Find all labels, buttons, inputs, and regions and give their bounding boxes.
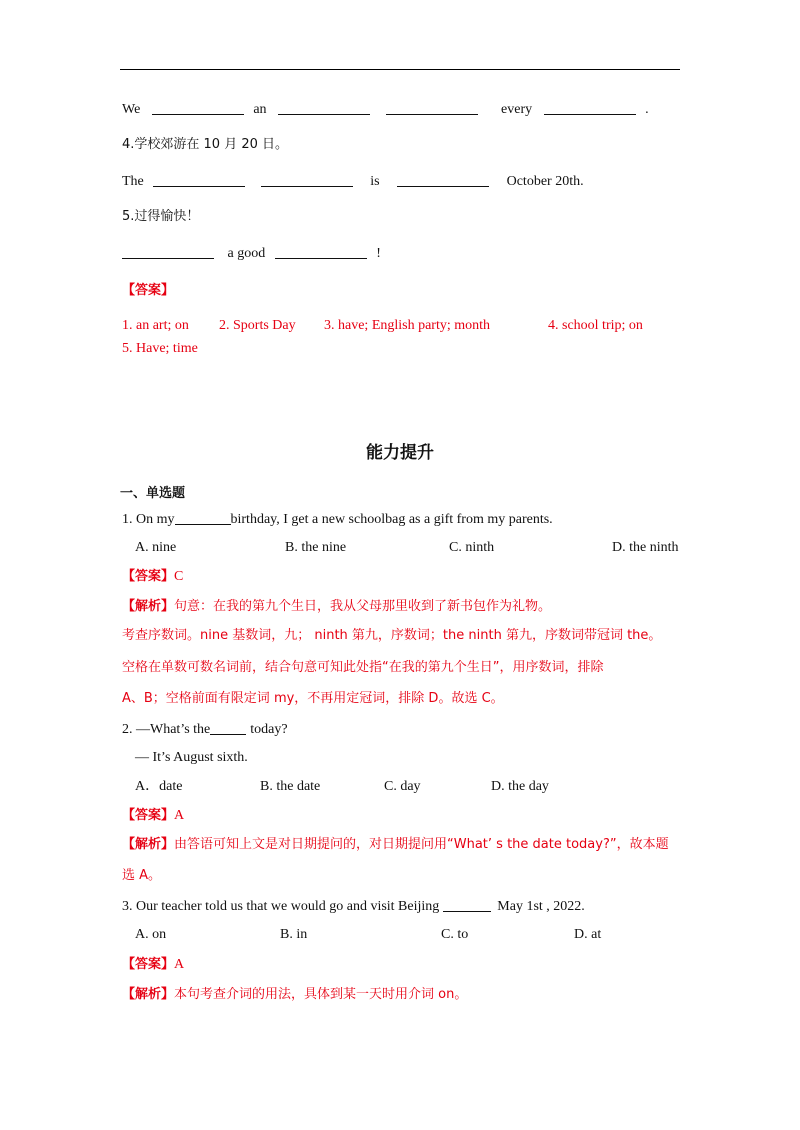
question-2-answer bbox=[122, 807, 184, 825]
word: is bbox=[370, 174, 380, 189]
top-rule bbox=[120, 69, 680, 70]
stem-text: 3. Our teacher told us that we would go and visit Beijing bbox=[122, 899, 440, 914]
word: every bbox=[501, 102, 533, 117]
answer-tag: 【答案】 bbox=[122, 569, 175, 584]
word: an bbox=[253, 102, 267, 117]
option-d: D. at bbox=[574, 927, 602, 942]
word: We bbox=[122, 102, 141, 117]
q5-prompt: 5.过得愉快！ bbox=[122, 209, 200, 224]
blank bbox=[544, 100, 636, 115]
stem-text: today? bbox=[250, 722, 288, 737]
answer-value: C bbox=[174, 569, 184, 584]
option-a: A．date bbox=[135, 779, 183, 794]
blank bbox=[152, 100, 244, 115]
subsection-title: 一、单选题 bbox=[120, 486, 186, 501]
blank bbox=[275, 244, 367, 259]
answer-value: A bbox=[174, 808, 185, 823]
word: . bbox=[645, 102, 649, 117]
option-d: D. the ninth bbox=[612, 540, 679, 555]
stem-text: 2. —What’s the bbox=[122, 722, 211, 737]
analysis-text: 由答语可知上文是对日期提问的，对日期提问用“What’ s the date today?”，故本题 bbox=[174, 837, 669, 852]
question-3-analysis-1 bbox=[122, 986, 467, 1004]
option-c: C. to bbox=[441, 927, 469, 942]
question-1-analysis-1 bbox=[122, 598, 551, 616]
question-3-stem bbox=[122, 897, 585, 916]
analysis-text: 本句考查介词的用法，具体到某一天时用介词 on。 bbox=[174, 987, 468, 1002]
answer-label: 【答案】 bbox=[122, 283, 175, 298]
analysis-text: 句意：在我的第九个生日，我从父母那里收到了新书包作为礼物。 bbox=[174, 599, 552, 614]
analysis-tag: 【解析】 bbox=[122, 987, 175, 1002]
blank bbox=[175, 510, 231, 525]
option-b: B. the date bbox=[260, 779, 321, 794]
stem-text: 1. On my bbox=[122, 512, 175, 527]
answer-5: 5. Have; time bbox=[122, 341, 198, 356]
word: The bbox=[122, 174, 144, 189]
question-3-answer bbox=[122, 956, 184, 974]
question-1-stem bbox=[122, 510, 553, 529]
question-2-reply: — It’s August sixth. bbox=[135, 750, 248, 765]
option-a: A. nine bbox=[135, 540, 177, 555]
answer-4: 4. school trip; on bbox=[548, 318, 643, 333]
blank bbox=[153, 172, 245, 187]
section-title: 能力提升 bbox=[366, 443, 434, 463]
word: October 20th. bbox=[506, 174, 584, 189]
question-1-answer bbox=[122, 568, 183, 586]
analysis-tag: 【解析】 bbox=[122, 837, 175, 852]
blank bbox=[386, 100, 478, 115]
blank bbox=[278, 100, 370, 115]
q4-prompt: 4.学校郊游在 10 月 20 日。 bbox=[122, 137, 289, 152]
answer-tag: 【答案】 bbox=[122, 957, 175, 972]
q3-line bbox=[122, 100, 649, 119]
option-a: A. on bbox=[135, 927, 167, 942]
option-b: B. in bbox=[280, 927, 308, 942]
blank bbox=[443, 897, 491, 912]
blank bbox=[210, 720, 246, 735]
blank bbox=[122, 244, 214, 259]
question-1-analysis-2: 考查序数词。nine 基数词，九； ninth 第九，序数词；the ninth 第九，序数词带冠词 the。 bbox=[122, 628, 662, 643]
option-d: D. the day bbox=[491, 779, 549, 794]
answer-1: 1. an art; on bbox=[122, 318, 189, 333]
analysis-tag: 【解析】 bbox=[122, 599, 175, 614]
answer-2: 2. Sports Day bbox=[219, 318, 296, 333]
answer-value: A bbox=[174, 957, 185, 972]
stem-text: birthday, I get a new schoolbag as a gift from my parents. bbox=[230, 512, 553, 527]
question-2-analysis-1 bbox=[122, 836, 669, 854]
q5-line bbox=[122, 244, 381, 263]
option-c: C. day bbox=[384, 779, 421, 794]
q4-line bbox=[122, 172, 584, 191]
option-b: B. the nine bbox=[285, 540, 347, 555]
answer-3: 3. have; English party; month bbox=[324, 318, 491, 333]
question-1-analysis-3: 空格在单数可数名词前，结合句意可知此处指“在我的第九个生日”，用序数词，排除 bbox=[122, 660, 604, 675]
stem-text: May 1st , 2022. bbox=[497, 899, 585, 914]
question-1-analysis-4: A、B；空格前面有限定词 my，不再用定冠词，排除 D。故选 C。 bbox=[122, 691, 504, 706]
question-2-analysis-2: 选 A。 bbox=[122, 868, 162, 883]
answer-tag: 【答案】 bbox=[122, 808, 175, 823]
question-2-stem bbox=[122, 720, 288, 739]
blank bbox=[397, 172, 489, 187]
word: a good bbox=[227, 246, 266, 261]
option-c: C. ninth bbox=[449, 540, 495, 555]
blank bbox=[261, 172, 353, 187]
word: ! bbox=[376, 246, 381, 261]
